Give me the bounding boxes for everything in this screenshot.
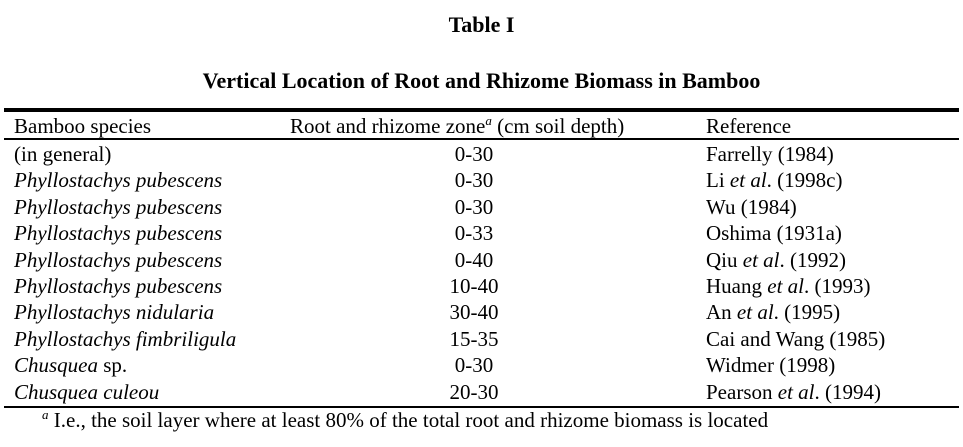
species-cell	[14, 141, 111, 167]
reference-cell	[706, 352, 835, 378]
reference-cell	[706, 326, 885, 352]
footnote-text: I.e., the soil layer where at least 80% of the total root and rhizome biomass is located	[48, 408, 769, 432]
species-cell	[14, 194, 222, 220]
reference-etal: et al	[729, 168, 767, 193]
species-cell	[14, 299, 214, 325]
top-rule	[4, 108, 959, 112]
header-zone-unit: (cm soil depth)	[491, 114, 625, 138]
species-name: Phyllostachys pubescens	[14, 274, 223, 298]
zone-cell: 20-30	[449, 379, 499, 404]
header-reference: Reference	[706, 114, 792, 138]
species-name: Phyllostachys pubescens	[14, 247, 223, 272]
table-row	[0, 167, 963, 193]
reference-author: Qiu	[706, 247, 743, 272]
header-zone-label: Root and rhizome zone	[290, 114, 486, 138]
reference-author: Widmer (1998)	[706, 353, 836, 378]
species-note: sp.	[98, 353, 128, 378]
table-row	[0, 379, 963, 405]
reference-etal: et al	[742, 247, 780, 272]
reference-cell	[706, 273, 871, 299]
header-zone-footnote-mark: a	[485, 113, 492, 128]
species-cell	[14, 326, 236, 352]
header-zone	[290, 113, 624, 139]
header-species: Bamboo species	[14, 114, 152, 138]
table-row	[0, 194, 963, 220]
zone-cell: 0-30	[454, 142, 494, 166]
zone-cell: 0-30	[454, 168, 494, 193]
footnote-mark: a	[42, 407, 49, 422]
reference-author: Farrelly (1984)	[706, 142, 834, 166]
species-cell	[14, 352, 127, 378]
reference-author: Pearson	[706, 379, 778, 404]
reference-cell	[706, 167, 842, 193]
species-name: (in general)	[14, 142, 112, 166]
reference-author: An	[706, 300, 737, 325]
reference-cell	[706, 220, 842, 246]
table-row	[0, 352, 963, 378]
table-row	[0, 141, 963, 167]
reference-year: . (1993)	[804, 274, 871, 298]
zone-cell: 0-30	[454, 353, 494, 378]
reference-year: . (1998c)	[766, 168, 843, 193]
species-cell	[14, 167, 222, 193]
reference-author: Cai and Wang (1985)	[706, 326, 886, 351]
zone-cell: 0-30	[454, 194, 494, 219]
species-name: Phyllostachys pubescens	[14, 168, 223, 193]
species-name: Chusquea	[14, 353, 98, 378]
reference-cell	[706, 247, 846, 273]
reference-etal: et al	[777, 379, 815, 404]
reference-author: Wu (1984)	[706, 194, 797, 219]
table-label: Table I	[448, 12, 515, 37]
table-row	[0, 247, 963, 273]
species-cell	[14, 247, 222, 273]
zone-cell: 0-40	[454, 247, 494, 272]
reference-author: Li	[706, 168, 730, 193]
table-row	[0, 299, 963, 325]
table-header-row	[0, 113, 963, 139]
table-row	[0, 220, 963, 246]
reference-cell	[706, 194, 797, 220]
reference-year: . (1992)	[779, 247, 846, 272]
species-name: Phyllostachys fimbriligula	[14, 326, 237, 351]
species-name: Chusquea culeou	[14, 379, 160, 404]
reference-etal: et al	[767, 274, 804, 298]
reference-cell	[706, 379, 881, 405]
zone-cell: 15-35	[449, 326, 499, 351]
table-caption: Vertical Location of Root and Rhizome Biomass in Bamboo	[202, 68, 761, 93]
species-cell	[14, 273, 222, 299]
reference-year: . (1995)	[773, 300, 841, 325]
reference-author: Huang	[706, 274, 768, 298]
species-name: Phyllostachys nidularia	[14, 300, 215, 325]
reference-etal: et al	[736, 300, 774, 325]
zone-cell: 30-40	[449, 300, 499, 325]
table-row	[0, 273, 963, 299]
zone-cell: 10-40	[449, 274, 499, 298]
reference-cell	[706, 299, 840, 325]
species-name: Phyllostachys pubescens	[14, 194, 223, 219]
species-cell	[14, 220, 222, 246]
table-row	[0, 326, 963, 352]
reference-cell	[706, 141, 834, 167]
header-rule	[4, 138, 959, 140]
species-cell	[14, 379, 159, 405]
zone-cell: 0-33	[454, 221, 494, 246]
table-footnote	[42, 407, 768, 433]
species-name: Phyllostachys pubescens	[14, 221, 223, 246]
reference-year: . (1994)	[814, 379, 881, 404]
reference-author: Oshima (1931a)	[706, 221, 842, 246]
